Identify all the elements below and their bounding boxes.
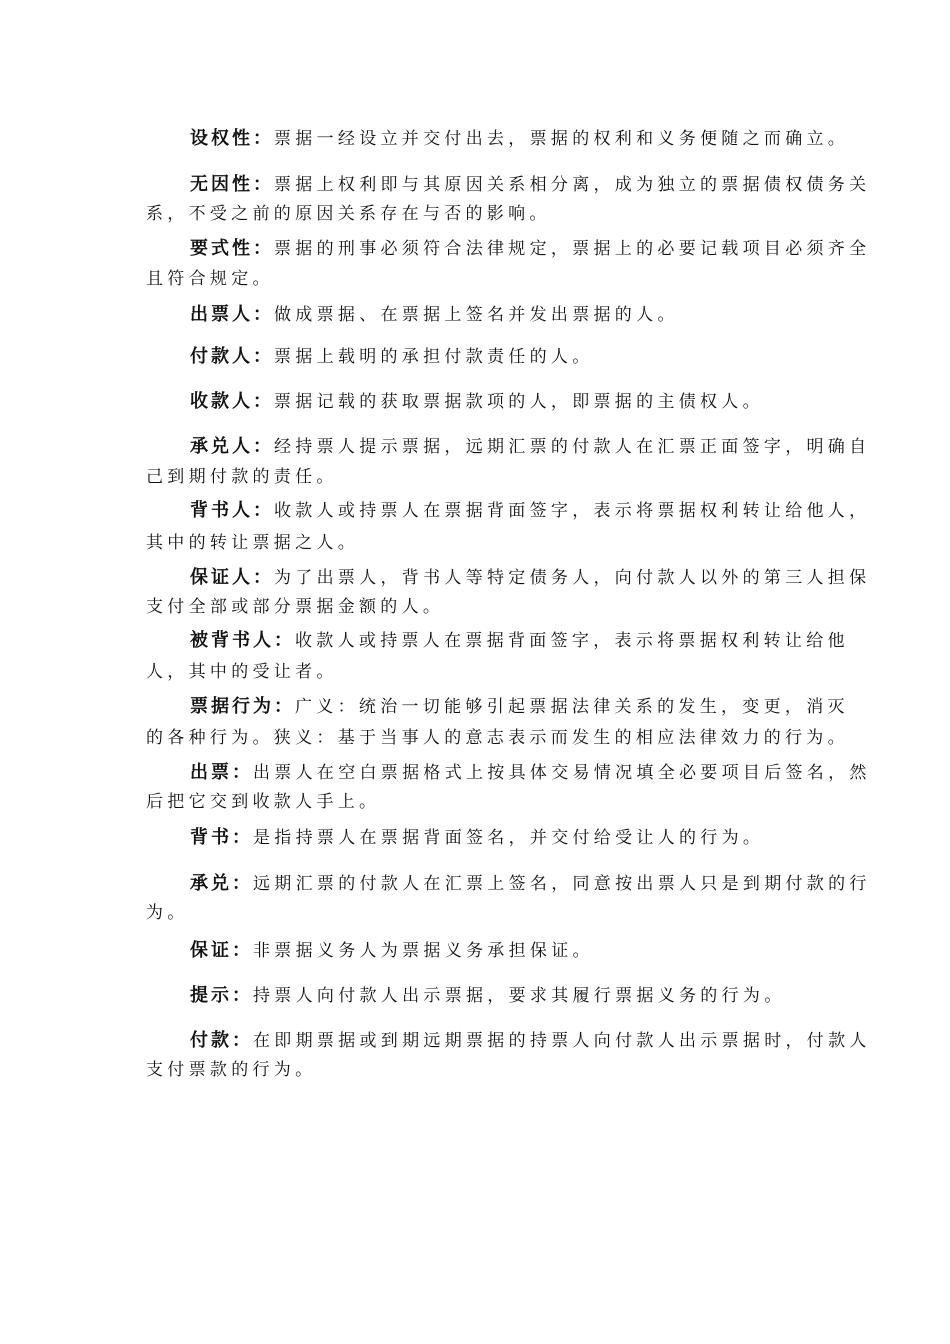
entry-continuation-line: 后把它交到收款人手上。 [146,792,381,812]
entry-term: 付款： [190,1030,253,1051]
entry-first-line [190,500,870,522]
entry-term: 保证人： [190,567,274,588]
entry-continuation-line: 支付票款的行为。 [146,1060,317,1080]
entry-term: 出票： [190,762,253,783]
entry-text: 票据记载的获取票据款项的人，即票据的主债权人。 [274,392,764,412]
entry-text: 远期汇票的付款人在汇票上签名，同意按出票人只是到期付款的行 [253,874,871,894]
entry-text: 出票人在空白票据格式上按具体交易情况填全必要项目后签名，然 [253,763,871,783]
entry-first-line [190,1030,871,1052]
entry-first-line [190,762,871,784]
entry-text: 经持票人提示票据，远期汇票的付款人在汇票正面签字，明确自 [274,437,871,457]
entry-term: 设权性： [190,128,274,149]
entry-text: 是指持票人在票据背面签名，并交付给受让人的行为。 [253,828,765,848]
entry-term: 票据行为： [190,696,295,717]
entry-first-line [190,436,870,458]
entry-first-line [190,346,594,368]
entry-first-line [190,940,594,962]
entry-term: 背书： [190,827,253,848]
entry-text: 收款人或持票人在票据背面签字，表示将票据权利转让给他人， [274,501,871,521]
entry-continuation-line: 的各种行为。狭义：基于当事人的意志表示而发生的相应法律效力的行为。 [146,728,849,748]
entry-continuation-line: 系，不受之前的原因关系存在与否的影响。 [146,204,551,224]
entry-text: 票据的刑事必须符合法律规定，票据上的必要记载项目必须齐全 [274,239,871,259]
entry-text: 票据一经设立并交付出去，票据的权利和义务便随之而确立。 [274,129,850,149]
entry-continuation-line: 且符合规定。 [146,269,274,289]
entry-first-line [190,985,786,1007]
entry-first-line [190,304,679,326]
entry-term: 保证： [190,940,253,961]
entry-term: 付款人： [190,346,274,367]
entry-text: 做成票据、在票据上签名并发出票据的人。 [274,305,679,325]
entry-first-line [190,567,870,589]
entry-text: 在即期票据或到期远期票据的持票人向付款人出示票据时，付款人 [253,1031,871,1051]
entry-first-line [190,174,870,196]
entry-first-line [190,128,849,150]
entry-continuation-line: 人，其中的受让者。 [146,662,338,682]
entry-text: 广义：统治一切能够引起票据法律关系的发生，变更，消灭 [295,697,849,717]
entry-text: 收款人或持票人在票据背面签字，表示将票据权利转让给他 [295,631,849,651]
entry-continuation-line: 己到期付款的责任。 [146,467,338,487]
entry-term: 要式性： [190,238,274,259]
entry-term: 收款人： [190,391,274,412]
entry-term: 提示： [190,985,253,1006]
entry-term: 背书人： [190,500,274,521]
entry-first-line [190,827,764,849]
entry-continuation-line: 为。 [146,903,189,923]
entry-term: 出票人： [190,304,274,325]
entry-term: 被背书人： [190,630,295,651]
entry-term: 承兑人： [190,436,274,457]
entry-text: 持票人向付款人出示票据，要求其履行票据义务的行为。 [253,986,786,1006]
entry-first-line [190,630,849,652]
entry-term: 承兑： [190,873,253,894]
entry-first-line [190,696,849,718]
entry-continuation-line: 支付全部或部分票据金额的人。 [146,597,445,617]
entry-first-line [190,391,764,413]
entry-first-line [190,238,870,260]
entry-first-line [190,873,871,895]
entry-term: 无因性： [190,174,274,195]
entry-text: 非票据义务人为票据义务承担保证。 [253,941,594,961]
entry-text: 为了出票人，背书人等特定债务人，向付款人以外的第三人担保 [274,568,871,588]
entry-text: 票据上权利即与其原因关系相分离，成为独立的票据债权债务关 [274,175,871,195]
entry-text: 票据上载明的承担付款责任的人。 [274,347,594,367]
entry-continuation-line: 其中的转让票据之人。 [146,533,359,553]
